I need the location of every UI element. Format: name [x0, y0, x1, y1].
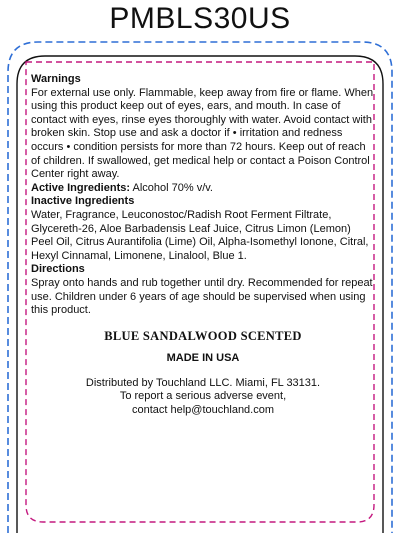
- warnings-heading: Warnings: [31, 73, 81, 85]
- label-text-block: [31, 73, 375, 418]
- directions-heading: Directions: [31, 263, 85, 276]
- made-in-usa: MADE IN USA: [166, 352, 240, 365]
- report-line-2: contact help@touchland.com: [131, 403, 275, 416]
- scent-name: BLUE SANDALWOOD SCENTED: [104, 328, 302, 343]
- inactive-ingredients-text: Water, Fragrance, Leuconostoc/Radish Root Ferment Filtrate, Glycereth-26, Aloe Barbadensis Leaf Juice, Citrus Limon (Lemon) Peel Oil, Citrus Aurantifolia (Lime) Oil, Alpha-Isomethyl Ionone, Citral, Hexyl Cinnamal, Limonene, Linalool, Blue 1.: [31, 208, 369, 262]
- inactive-ingredients-heading: Inactive Ingredients: [31, 195, 135, 208]
- product-code-title: PMBLS30US: [109, 2, 291, 35]
- active-ingredients-text: Alcohol 70% v/v.: [132, 181, 213, 194]
- distributor-line: Distributed by Touchland LLC. Miami, FL 33131.: [85, 376, 321, 389]
- active-ingredients-line: [31, 182, 375, 196]
- report-line-1: To report a serious adverse event,: [119, 390, 287, 403]
- directions-text: Spray onto hands and rub together until dry. Recommended for repeat use. Children under 6 years of age should be supervised when using this product.: [31, 276, 373, 317]
- warnings-text: For external use only. Flammable, keep away from fire or flame. When using this product keep out of eyes, ears, and mouth. In case of contact with eyes, rinse eyes thoroughly with water. Avoid contact with broken skin. Stop use and ask a doctor if • irritation and redness occurs • condition persists for more than 72 hours. Keep out of reach of children. If swallowed, get medical help or contact a Poison Control Center right away.: [31, 86, 374, 181]
- active-ingredients-heading: Active Ingredients:: [31, 181, 131, 194]
